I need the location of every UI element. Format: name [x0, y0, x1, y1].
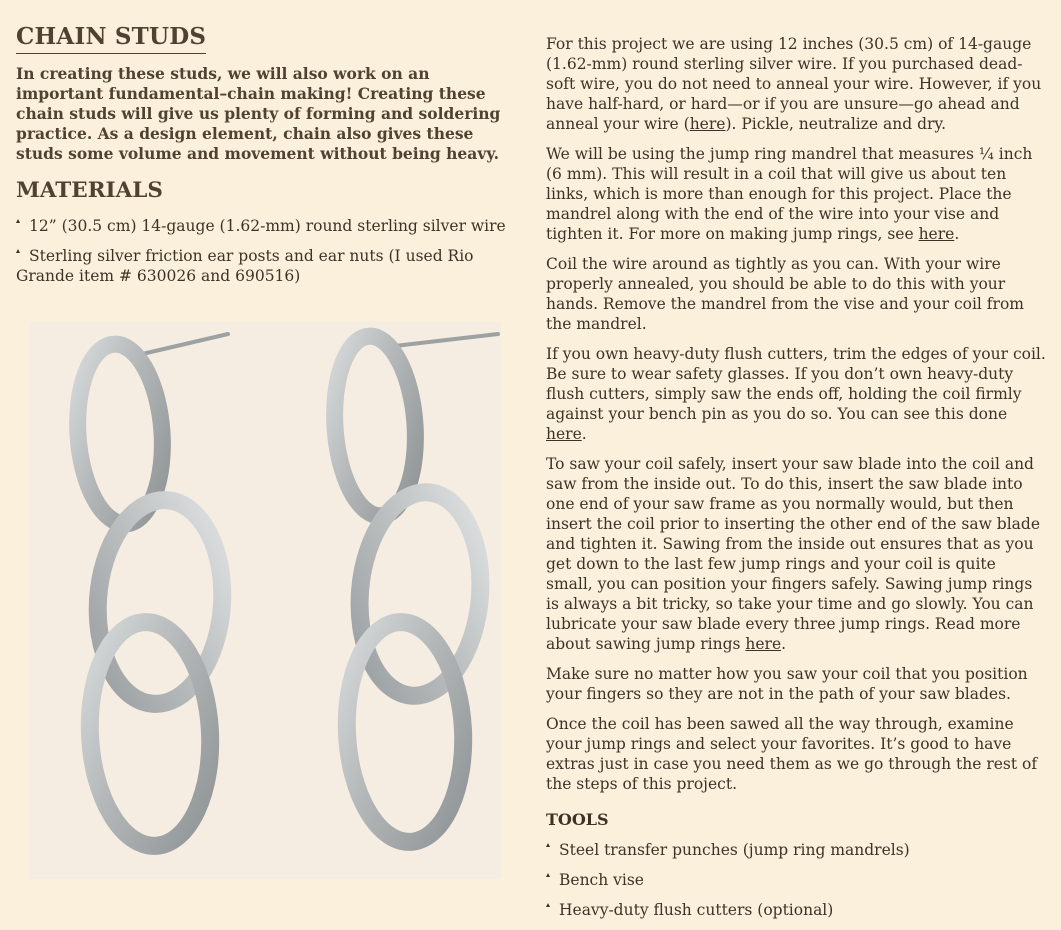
paragraph-mandrel: We will be using the jump ring mandrel that measures ¼ inch (6 mm). This will result in a coil that will give us about ten links, which is more than enough for this project. Place the mandrel along with the end of the wire into your vise and tighten it. For more on making jump rings, see here.	[546, 145, 1033, 243]
anneal-link[interactable]: here	[689, 115, 726, 133]
list-item: Bench vise	[546, 870, 1046, 890]
paragraph-saw: To saw your coil safely, insert your saw blade into the coil and saw from the inside out. To do this, insert the saw blade into one end of your saw frame as you normally would, but then insert the coil prior to inserting the other end of the saw blade and tighten it. Sawing from the inside out ensures that as you get down to the last few jump rings and your coil is quite small, you can position your fingers safely. Sawing jump rings is always a bit tricky, so take your time and go slowly. You can lubricate your saw blade every three jump rings. Read more about sawing jump rings here.	[546, 455, 1041, 653]
paragraph-cutters: If you own heavy-duty flush cutters, trim the edges of your coil. Be sure to wear safety glasses. If you don’t own heavy-duty flush cutters, simply saw the ends off, holding the coil firmly against your bench pin as you do so. You can see this done here.	[546, 345, 1046, 443]
bullet-triangle-icon	[16, 249, 20, 253]
tools-heading: TOOLS	[546, 810, 609, 829]
tools-list	[546, 840, 1046, 920]
saw-ends-link[interactable]: here	[546, 425, 582, 443]
bullet-triangle-icon	[546, 873, 550, 877]
right-column	[546, 34, 1046, 930]
page-title: CHAIN STUDS	[16, 22, 206, 54]
bullet-triangle-icon	[546, 903, 550, 907]
bullet-triangle-icon	[16, 219, 20, 223]
earrings-photo	[30, 322, 501, 879]
list-item: 12” (30.5 cm) 14-gauge (1.62-mm) round sterling silver wire	[16, 216, 516, 236]
paragraph-coil: Coil the wire around as tightly as you can. With your wire properly annealed, you should be able to do this with your hands. Remove the mandrel from the vise and your coil from the mandrel.	[546, 255, 1024, 333]
jump-rings-link[interactable]: here	[918, 225, 955, 243]
left-column	[16, 22, 516, 296]
chain-stud-earrings-illustration	[30, 322, 501, 879]
list-item: Steel transfer punches (jump ring mandrels)	[546, 840, 1046, 860]
paragraph-wire: For this project we are using 12 inches (30.5 cm) of 14-gauge (1.62-mm) round sterling silver wire. If you purchased dead-soft wire, you do not need to anneal your wire. However, if you have half-hard, or hard—or if you are unsure—go ahead and anneal your wire (here). Pickle, neutralize and dry.	[546, 35, 1042, 133]
bullet-triangle-icon	[546, 843, 550, 847]
list-item: Sterling silver friction ear posts and ear nuts (I used Rio Grande item # 630026 and 690516)	[16, 247, 474, 285]
materials-heading: MATERIALS	[16, 178, 163, 203]
sawing-jump-rings-link[interactable]: here	[745, 635, 782, 653]
paragraph-select: Once the coil has been sawed all the way through, examine your jump rings and select your favorites. It’s good to have extras just in case you need them as we go through the rest of the steps of this project.	[546, 715, 1038, 793]
intro-paragraph: In creating these studs, we will also work on an important fundamental–chain making! Creating these chain studs will give us plenty of forming and soldering practice. As a design element, chain also gives these studs some volume and movement without being heavy.	[16, 64, 501, 163]
list-item: Heavy-duty flush cutters (optional)	[546, 900, 1046, 920]
paragraph-safety: Make sure no matter how you saw your coil that you position your fingers so they are not in the path of your saw blades.	[546, 665, 1028, 703]
materials-list	[16, 216, 516, 286]
